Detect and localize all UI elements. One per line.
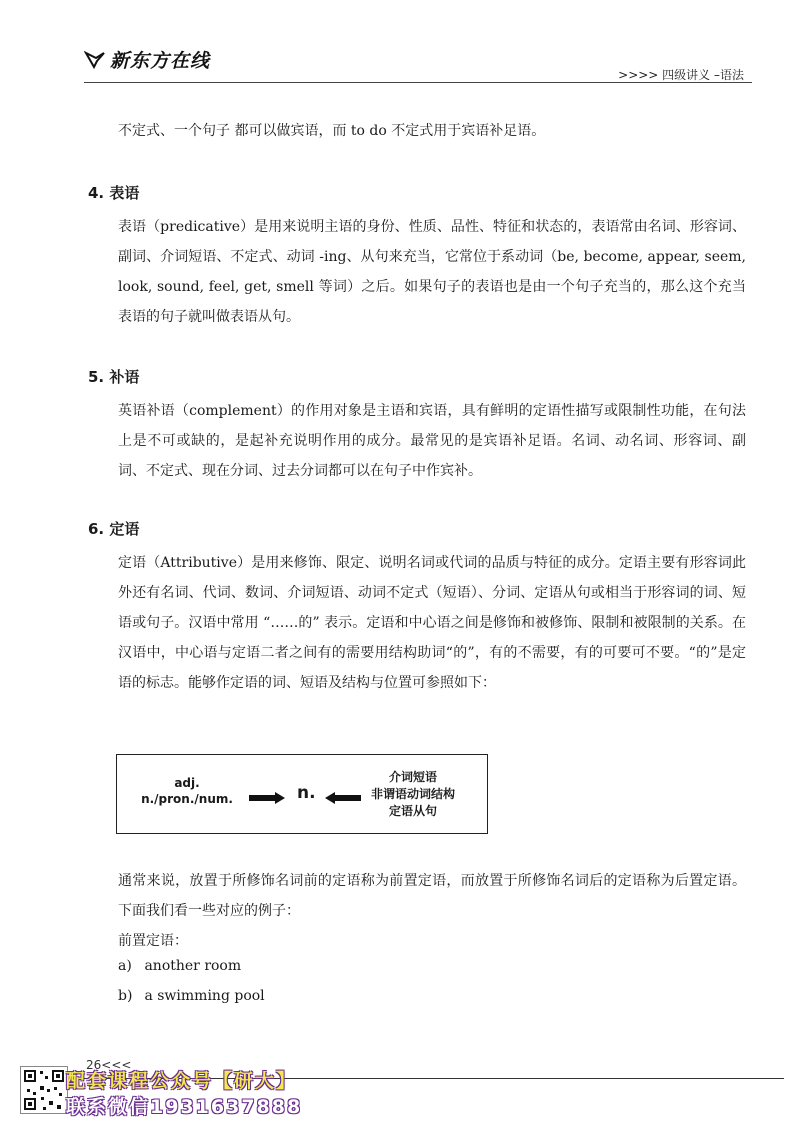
section-body-predicative: 表语（predicative）是用来说明主语的身份、性质、品性、特征和状态的，表语常由名词、形容词、副词、介词短语、不定式、动词 -ing、从句来充当，它常位于系动词（be, become, appear, seem, look, sound, feel, get, smell 等词）之后。如果句子的表语也是由一个句子充当的，那么这个充当表语的句子就叫做表语从句。 [118, 219, 746, 325]
list-text: a swimming pool [144, 988, 265, 1004]
section-body-complement: 英语补语（complement）的作用对象是主语和宾语，具有鲜明的定语性描写或限制性功能，在句法上是不可或缺的，是起补充说明作用的成分。最常见的是宾语补足语。名词、动名词、形容词、副词、不定式、现在分词、过去分词都可以在句子中作宾补。 [118, 403, 746, 479]
section-label: >>>> 四级讲义 –语法 [618, 68, 744, 82]
list-item [118, 988, 265, 1004]
diagram-post-modifiers [355, 769, 471, 820]
logo-mark-icon [84, 49, 106, 71]
diagram-relative-clause: 定语从句 [388, 804, 437, 818]
list-marker: a) [118, 958, 132, 974]
diagram-npron-label: n./pron./num. [141, 792, 233, 806]
section-heading-predicative: 4. 表语 [88, 184, 140, 202]
diagram-adj-label: adj. [174, 776, 200, 790]
after-diagram-paragraph: 通常来说，放置于所修饰名词前的定语称为前置定语，而放置于所修饰名词后的定语称为后置定语。下面我们看一些对应的例子： [118, 873, 746, 919]
attributive-position-diagram [116, 754, 488, 834]
header-divider [84, 82, 752, 83]
intro-paragraph: 不定式、一个句子 都可以做宾语，而 to do 不定式用于宾语补足语。 [118, 123, 546, 139]
section-heading-complement: 5. 补语 [88, 368, 140, 386]
list-text: another room [144, 958, 242, 974]
page-number: 26<<< [86, 1058, 132, 1072]
section-heading-attributive: 6. 定语 [88, 520, 140, 538]
list-item [118, 958, 241, 974]
promo-line-2: 联系微信1931637888 [66, 1096, 303, 1118]
diagram-noun-center: n. [297, 783, 316, 803]
diagram-prep-phrase: 介词短语 [388, 770, 437, 784]
logo-text: 新东方在线 [110, 50, 211, 72]
list-marker: b) [118, 988, 133, 1004]
diagram-nonfinite: 非谓语动词结构 [370, 787, 455, 801]
qr-code-icon [20, 1066, 68, 1114]
promo-line-1: 配套课程公众号【研大】 [66, 1070, 298, 1092]
arrow-right-icon [249, 792, 285, 804]
prefix-attributive-label: 前置定语： [118, 933, 188, 949]
publisher-logo [84, 46, 210, 73]
section-body-attributive: 定语（Attributive）是用来修饰、限定、说明名词或代词的品质与特征的成分。定语主要有形容词此外还有名词、代词、数词、介词短语、动词不定式（短语）、分词、定语从句或相当于形容词的词、短语或句子。汉语中常用 “……的” 表示。定语和中心语之间是修饰和被修饰、限制和被限制的关系。在汉语中，中心语与定语二者之间有的需要用结构助词“的”，有的不需要，有的可要可不要。“的”是定语的标志。能够作定语的词、短语及结构与位置可参照如下： [118, 555, 746, 691]
diagram-pre-modifiers [131, 775, 243, 807]
